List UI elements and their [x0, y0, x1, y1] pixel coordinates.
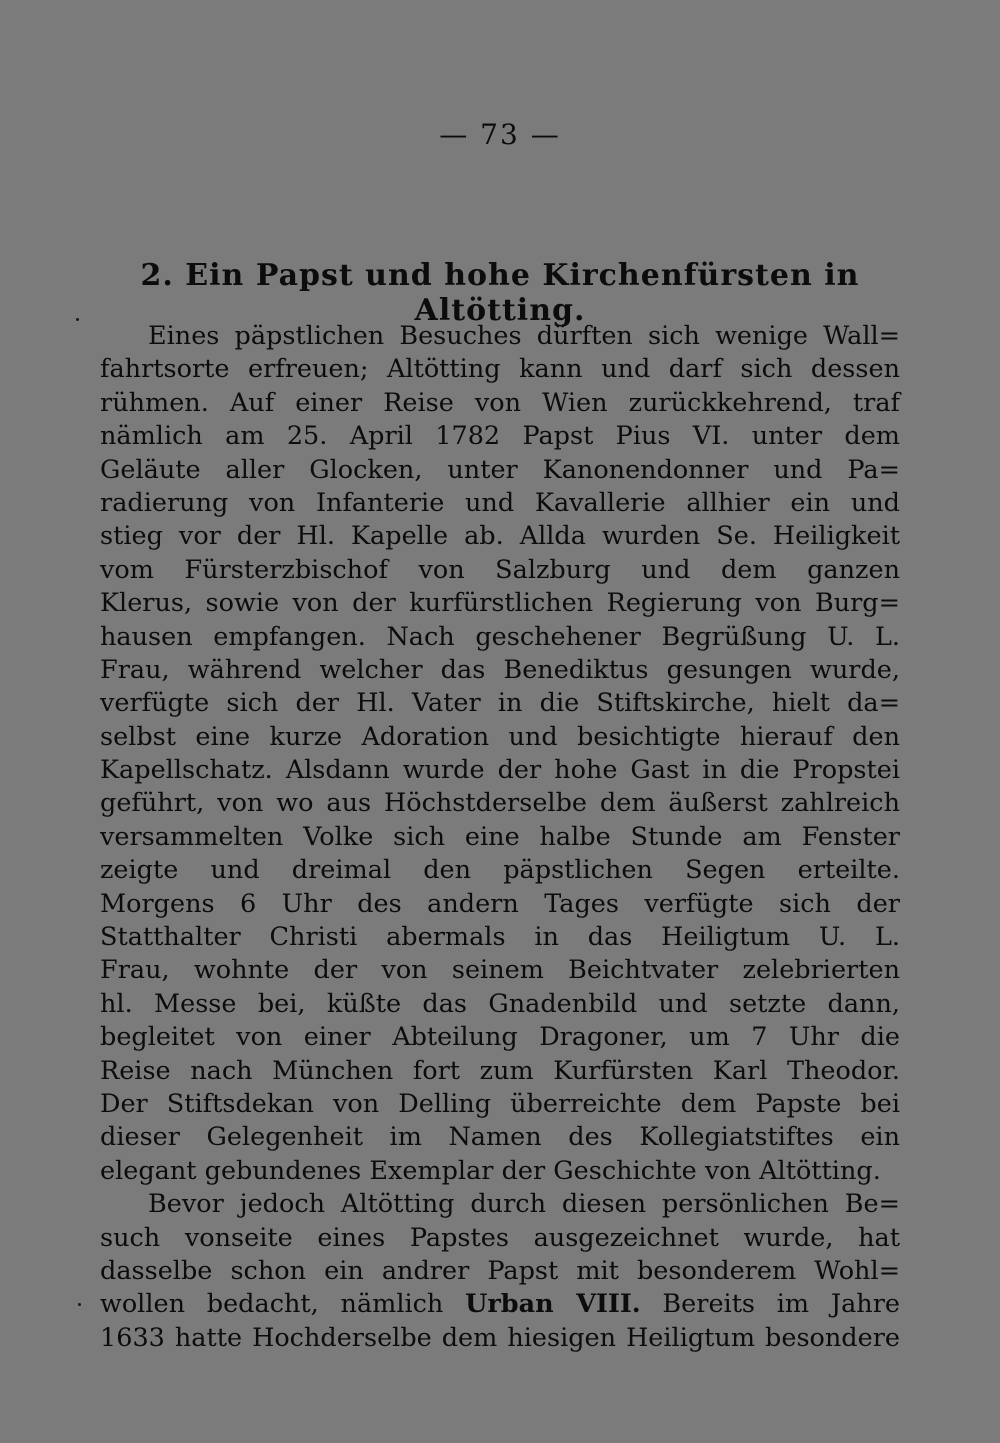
text-line: geführt, von wo aus Höchstderselbe dem äußerst zahlreich: [100, 788, 900, 819]
text-line: 1633 hatte Hochderselbe dem hiesigen Heiligtum besondere: [100, 1322, 900, 1353]
text-line: elegant gebundenes Exemplar der Geschichte von Altötting.: [100, 1155, 881, 1186]
text-line: versammelten Volke sich eine halbe Stunde am Fenster: [100, 821, 900, 852]
text-segment: Bereits im Jahre: [662, 1289, 901, 1320]
text-line: Geläute aller Glocken, unter Kanonendonner und Pa=: [100, 454, 900, 485]
text-line: hausen empfangen. Nach geschehener Begrüßung U. L.: [100, 621, 900, 652]
page-number: — 73 —: [439, 118, 561, 151]
text-line: Reise nach München fort zum Kurfürsten Karl Theodor.: [100, 1055, 900, 1086]
text-line: Bevor jedoch Altötting durch diesen persönlichen Be=: [148, 1189, 900, 1220]
text-line: Morgens 6 Uhr des andern Tages verfügte sich der: [100, 888, 900, 919]
pope-name: Urban VIII.: [465, 1289, 641, 1320]
text-line: vom Fürsterzbischof von Salzburg und dem ganzen: [100, 554, 900, 585]
text-line: Frau, wohnte der von seinem Beichtvater zelebrierten: [100, 955, 900, 986]
text-line: selbst eine kurze Adoration und besichtigte hierauf den: [100, 721, 900, 752]
text-line: radierung von Infanterie und Kavallerie allhier ein und: [100, 487, 900, 518]
text-line: Der Stiftsdekan von Delling überreichte dem Papste bei: [100, 1088, 900, 1119]
text-line: zeigte und dreimal den päpstlichen Segen erteilte.: [100, 855, 900, 886]
text-line: rühmen. Auf einer Reise von Wien zurückkehrend, traf: [100, 387, 900, 418]
body-text: [100, 320, 900, 1355]
text-line: begleitet von einer Abteilung Dragoner, um 7 Uhr die: [100, 1022, 900, 1053]
print-speck: [76, 318, 79, 321]
text-line: verfügte sich der Hl. Vater in die Stiftskirche, hielt da=: [100, 688, 900, 719]
text-line-with-name: [100, 1288, 900, 1321]
text-line: hl. Messe bei, küßte das Gnadenbild und setzte dann,: [100, 988, 900, 1019]
text-line: nämlich am 25. April 1782 Papst Pius VI. unter dem: [100, 421, 900, 452]
paragraph-2: [100, 1188, 900, 1355]
text-line: dieser Gelegenheit im Namen des Kollegiatstiftes ein: [100, 1122, 900, 1153]
text-line: stieg vor der Hl. Kapelle ab. Allda wurden Se. Heiligkeit: [100, 521, 900, 552]
text-line: Kapellschatz. Alsdann wurde der hohe Gast in die Propstei: [100, 755, 900, 786]
text-segment: wollen bedacht, nämlich: [100, 1289, 444, 1320]
text-line: Eines päpstlichen Besuches dürften sich wenige Wall=: [148, 321, 900, 351]
print-speck: [78, 1303, 81, 1306]
text-line: fahrtsorte erfreuen; Altötting kann und darf sich dessen: [100, 354, 900, 385]
text-line: such vonseite eines Papstes ausgezeichnet wurde, hat: [100, 1222, 900, 1253]
section-heading: 2. Ein Papst und hohe Kirchenfürsten in Altötting.: [140, 258, 860, 328]
text-line: Frau, während welcher das Benediktus gesungen wurde,: [100, 654, 900, 685]
text-line: Klerus, sowie von der kurfürstlichen Regierung von Burg=: [100, 588, 900, 619]
text-line: Statthalter Christi abermals in das Heiligtum U. L.: [100, 922, 900, 953]
text-line: dasselbe schon ein andrer Papst mit besonderem Wohl=: [100, 1255, 900, 1286]
paragraph-1: [100, 320, 900, 1188]
